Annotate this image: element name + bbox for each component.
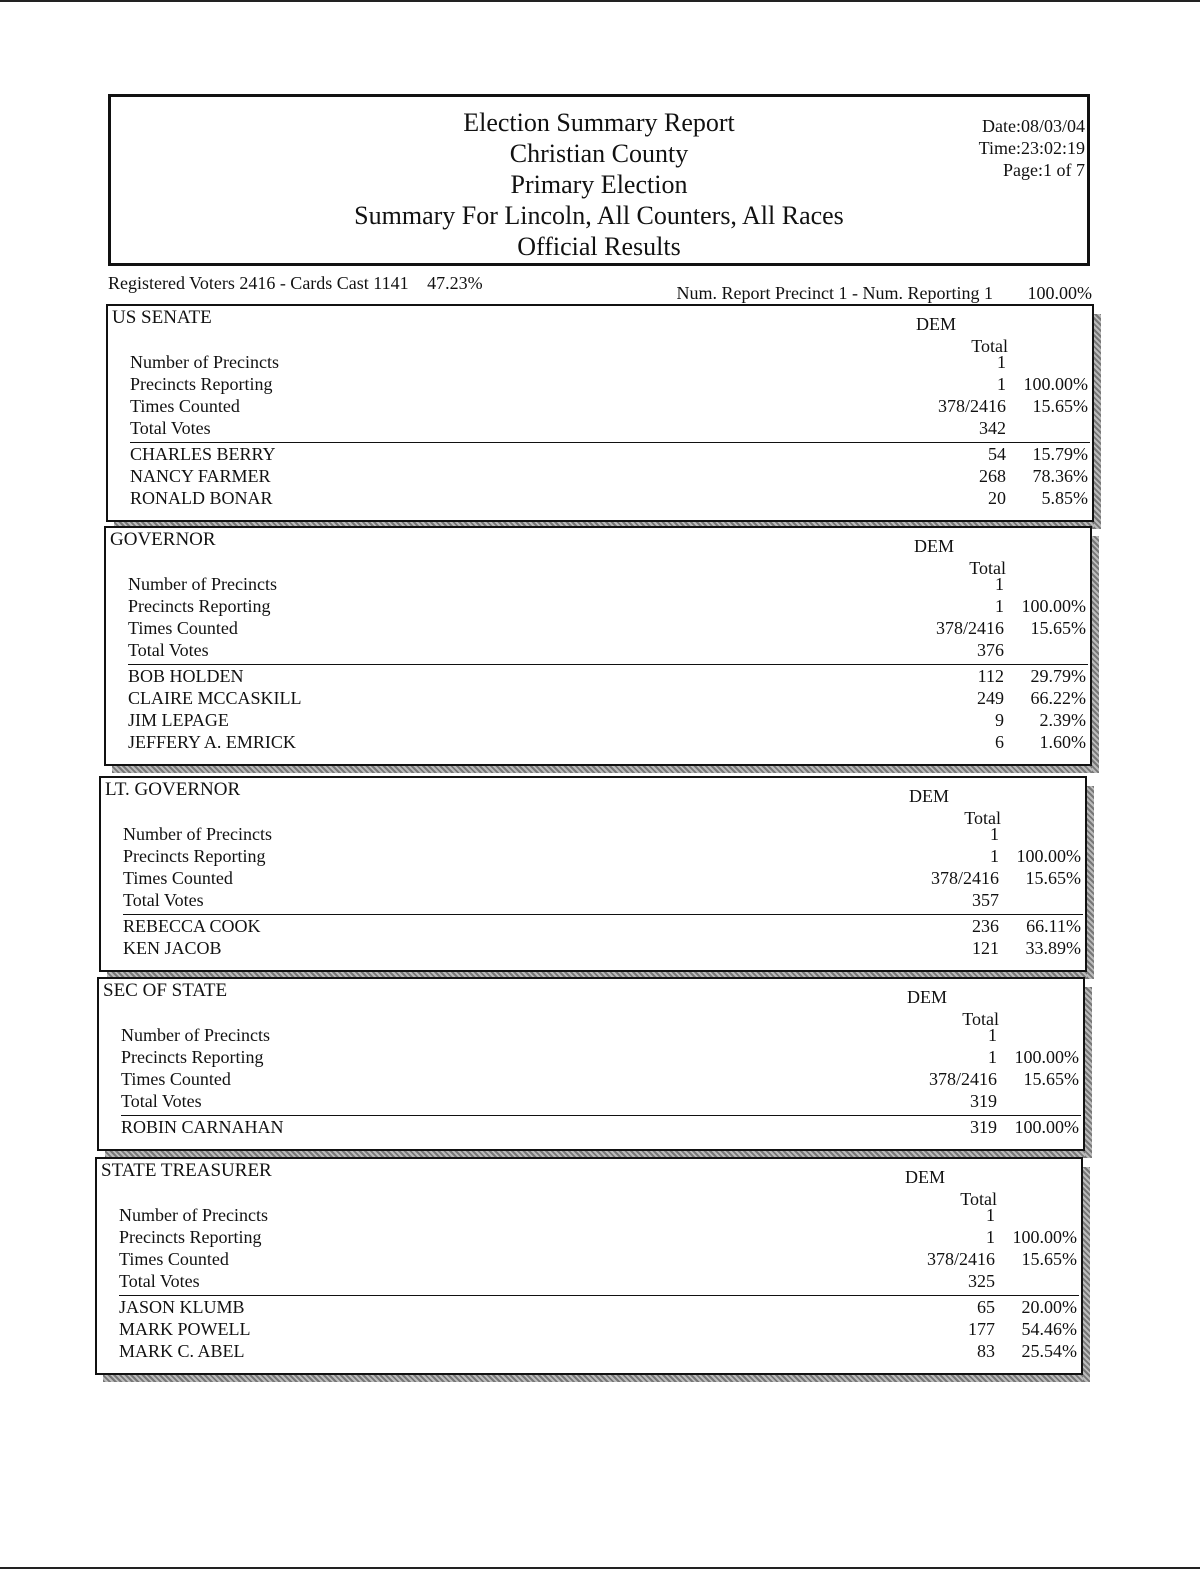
stat-row — [130, 418, 1088, 440]
stat-label: Total Votes — [123, 890, 204, 910]
results-status: Official Results — [517, 232, 681, 261]
candidate-row — [123, 916, 1081, 938]
stat-row — [128, 640, 1086, 662]
stat-percent: 15.65% — [1021, 1249, 1077, 1269]
race-title: SEC OF STATE — [103, 980, 228, 1001]
race-title: GOVERNOR — [110, 529, 216, 550]
stat-label: Times Counted — [123, 868, 233, 888]
stat-row — [123, 890, 1081, 912]
election-name: Primary Election — [510, 170, 688, 199]
stat-label: Total Votes — [128, 640, 209, 660]
candidate-divider — [123, 914, 1083, 915]
candidate-divider — [121, 1115, 1081, 1116]
candidate-row — [128, 732, 1086, 754]
registration-summary — [108, 273, 483, 294]
stat-value: 378/2416 — [926, 1249, 995, 1269]
candidate-name: CHARLES BERRY — [130, 444, 276, 464]
candidate-name: KEN JACOB — [123, 938, 222, 958]
party-label: DEM — [914, 536, 954, 556]
stat-value: 378/2416 — [935, 618, 1004, 638]
stat-label: Total Votes — [130, 418, 211, 438]
candidate-name: RONALD BONAR — [130, 488, 273, 508]
candidate-votes: 121 — [972, 938, 999, 958]
stat-label: Total Votes — [119, 1271, 200, 1291]
candidate-votes: 83 — [977, 1341, 995, 1361]
party-label: DEM — [905, 1167, 945, 1187]
candidate-row — [119, 1319, 1077, 1341]
race-title: US SENATE — [112, 307, 212, 328]
stat-label: Times Counted — [128, 618, 238, 638]
stat-percent: 100.00% — [1023, 374, 1088, 394]
stat-label: Times Counted — [130, 396, 240, 416]
race-box — [97, 977, 1085, 1151]
stat-value: 319 — [970, 1091, 997, 1111]
stat-value: 1 — [997, 374, 1006, 394]
candidate-votes: 112 — [977, 666, 1004, 686]
candidate-percent: 25.54% — [1021, 1341, 1077, 1361]
stat-row — [121, 1069, 1079, 1091]
stat-row — [123, 846, 1081, 868]
stat-label: Precincts Reporting — [121, 1047, 264, 1067]
candidate-name: BOB HOLDEN — [128, 666, 244, 686]
report-date: Date:08/03/04 — [982, 116, 1085, 136]
candidate-row — [130, 488, 1088, 510]
stat-row — [121, 1047, 1079, 1069]
stat-value: 1 — [995, 574, 1004, 594]
candidate-name: MARK C. ABEL — [119, 1341, 245, 1361]
candidate-row — [119, 1341, 1077, 1363]
stat-value: 1 — [990, 824, 999, 844]
stat-percent: 100.00% — [1021, 596, 1086, 616]
stat-row — [119, 1205, 1077, 1227]
report-header — [108, 94, 1090, 266]
candidate-name: JEFFERY A. EMRICK — [128, 732, 296, 752]
candidate-percent: 2.39% — [1039, 710, 1086, 730]
stat-label: Number of Precincts — [128, 574, 277, 594]
candidate-votes: 20 — [988, 488, 1006, 508]
candidate-votes: 177 — [968, 1319, 995, 1339]
stat-value: 1 — [986, 1205, 995, 1225]
stat-percent: 100.00% — [1012, 1227, 1077, 1247]
candidate-votes: 249 — [977, 688, 1004, 708]
stat-label: Precincts Reporting — [130, 374, 273, 394]
stat-row — [121, 1091, 1079, 1113]
stat-label: Times Counted — [119, 1249, 229, 1269]
candidate-percent: 5.85% — [1041, 488, 1088, 508]
candidate-percent: 100.00% — [1014, 1117, 1079, 1137]
registered-voters-text: Registered Voters 2416 - Cards Cast 1141 — [108, 273, 409, 293]
total-column-header: Total — [960, 1189, 997, 1209]
stat-percent: 15.65% — [1023, 1069, 1079, 1089]
report-time: Time:23:02:19 — [978, 138, 1085, 158]
summary-scope: Summary For Lincoln, All Counters, All Races — [354, 201, 844, 230]
candidate-divider — [128, 664, 1088, 665]
page-bottom-edge — [0, 1567, 1200, 1569]
stat-value: 1 — [995, 596, 1004, 616]
stat-value: 1 — [988, 1047, 997, 1067]
stat-value: 378/2416 — [928, 1069, 997, 1089]
stat-label: Number of Precincts — [121, 1025, 270, 1045]
total-column-header: Total — [969, 558, 1006, 578]
turnout-percent: 47.23% — [427, 273, 483, 293]
stat-value: 378/2416 — [937, 396, 1006, 416]
stat-row — [130, 374, 1088, 396]
candidate-votes: 54 — [988, 444, 1006, 464]
candidate-row — [121, 1117, 1079, 1139]
stat-row — [123, 824, 1081, 846]
candidate-percent: 1.60% — [1039, 732, 1086, 752]
stat-value: 378/2416 — [930, 868, 999, 888]
report-title: Election Summary Report — [463, 108, 735, 137]
candidate-votes: 236 — [972, 916, 999, 936]
candidate-percent: 66.22% — [1030, 688, 1086, 708]
candidate-name: ROBIN CARNAHAN — [121, 1117, 284, 1137]
candidate-name: JIM LEPAGE — [128, 710, 229, 730]
stat-value: 1 — [986, 1227, 995, 1247]
precinct-reporting-text: Num. Report Precinct 1 - Num. Reporting 1 — [676, 283, 993, 303]
total-column-header: Total — [962, 1009, 999, 1029]
candidate-row — [130, 444, 1088, 466]
stat-row — [130, 352, 1088, 374]
stat-value: 1 — [988, 1025, 997, 1045]
stat-label: Precincts Reporting — [128, 596, 271, 616]
county-name: Christian County — [509, 139, 689, 168]
stat-row — [119, 1271, 1077, 1293]
stat-row — [128, 596, 1086, 618]
candidate-percent: 15.79% — [1032, 444, 1088, 464]
stat-percent: 100.00% — [1014, 1047, 1079, 1067]
stat-value: 376 — [977, 640, 1004, 660]
party-label: DEM — [916, 314, 956, 334]
stat-value: 325 — [968, 1271, 995, 1291]
candidate-name: MARK POWELL — [119, 1319, 251, 1339]
candidate-row — [128, 688, 1086, 710]
candidate-votes: 268 — [979, 466, 1006, 486]
candidate-name: JASON KLUMB — [119, 1297, 245, 1317]
candidate-percent: 20.00% — [1021, 1297, 1077, 1317]
reporting-percent: 100.00% — [1027, 283, 1092, 303]
race-box — [104, 526, 1092, 766]
candidate-row — [128, 666, 1086, 688]
candidate-percent: 78.36% — [1032, 466, 1088, 486]
race-box — [99, 776, 1087, 972]
stat-percent: 100.00% — [1016, 846, 1081, 866]
stat-row — [128, 618, 1086, 640]
stat-value: 342 — [979, 418, 1006, 438]
stat-row — [130, 396, 1088, 418]
candidate-name: REBECCA COOK — [123, 916, 261, 936]
stat-row — [119, 1249, 1077, 1271]
stat-label: Number of Precincts — [119, 1205, 268, 1225]
stat-label: Number of Precincts — [123, 824, 272, 844]
candidate-row — [119, 1297, 1077, 1319]
stat-row — [119, 1227, 1077, 1249]
stat-value: 357 — [972, 890, 999, 910]
reporting-summary — [677, 283, 1092, 304]
stat-label: Number of Precincts — [130, 352, 279, 372]
candidate-percent: 54.46% — [1021, 1319, 1077, 1339]
party-label: DEM — [907, 987, 947, 1007]
race-title: STATE TREASURER — [101, 1160, 272, 1181]
candidate-percent: 33.89% — [1025, 938, 1081, 958]
candidate-percent: 29.79% — [1030, 666, 1086, 686]
stat-row — [128, 574, 1086, 596]
race-box — [95, 1157, 1083, 1375]
candidate-row — [130, 466, 1088, 488]
candidate-votes: 9 — [995, 710, 1004, 730]
candidate-votes: 65 — [977, 1297, 995, 1317]
candidate-percent: 66.11% — [1026, 916, 1081, 936]
candidate-name: NANCY FARMER — [130, 466, 271, 486]
stat-label: Precincts Reporting — [119, 1227, 262, 1247]
candidate-name: CLAIRE MCCASKILL — [128, 688, 302, 708]
race-title: LT. GOVERNOR — [105, 779, 241, 800]
candidate-row — [128, 710, 1086, 732]
stat-label: Total Votes — [121, 1091, 202, 1111]
stat-value: 1 — [990, 846, 999, 866]
candidate-divider — [119, 1295, 1079, 1296]
stat-percent: 15.65% — [1025, 868, 1081, 888]
stat-label: Precincts Reporting — [123, 846, 266, 866]
candidate-votes: 319 — [970, 1117, 997, 1137]
stat-percent: 15.65% — [1030, 618, 1086, 638]
candidate-votes: 6 — [995, 732, 1004, 752]
candidate-divider — [130, 442, 1090, 443]
stat-row — [121, 1025, 1079, 1047]
race-box — [106, 304, 1094, 522]
candidate-row — [123, 938, 1081, 960]
stat-row — [123, 868, 1081, 890]
stat-value: 1 — [997, 352, 1006, 372]
stat-percent: 15.65% — [1032, 396, 1088, 416]
total-column-header: Total — [964, 808, 1001, 828]
stat-label: Times Counted — [121, 1069, 231, 1089]
page-number: Page:1 of 7 — [1003, 160, 1085, 180]
page-top-edge — [0, 0, 1200, 2]
total-column-header: Total — [971, 336, 1008, 356]
party-label: DEM — [909, 786, 949, 806]
